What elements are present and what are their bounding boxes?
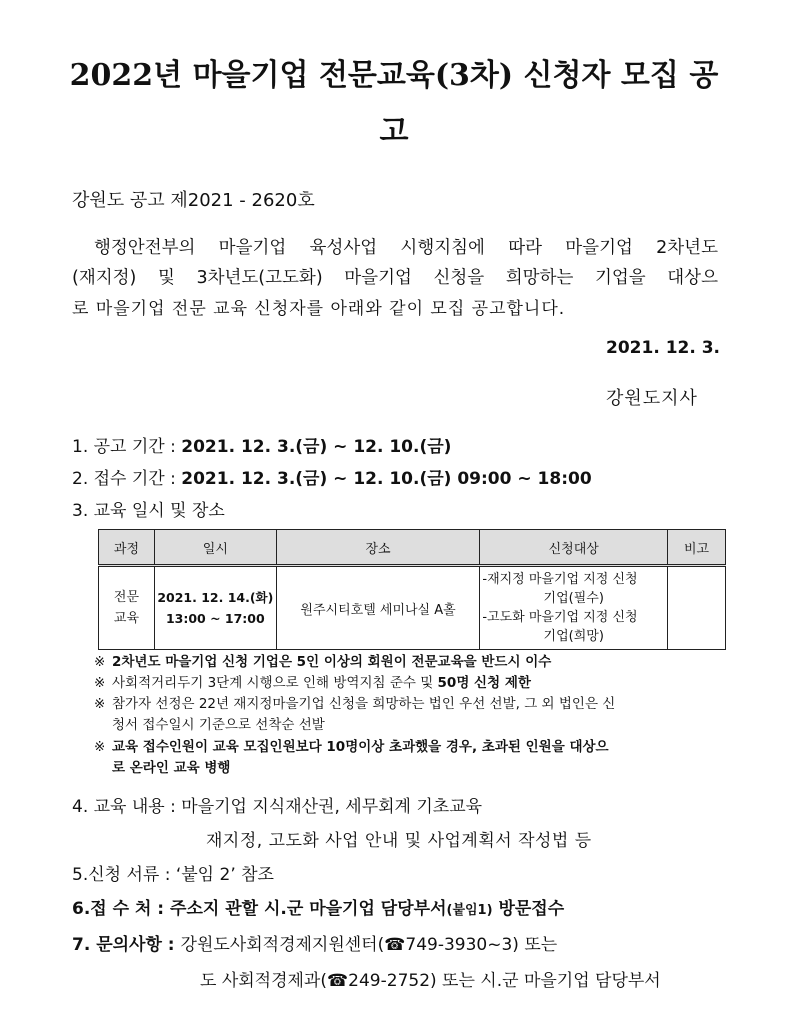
item-application-period-value: 2021. 12. 3.(금) ~ 12. 10.(금) 09:00 ~ 18:00 bbox=[181, 469, 592, 489]
note-3-line1: 참가자 선정은 22년 재지정마을기업 신청을 희망하는 법인 우선 선발, 그 외 법인은 신 bbox=[112, 696, 616, 712]
item-reception-text: 주소지 관할 시.군 마을기업 담당부서 bbox=[170, 899, 447, 919]
page-title-continued: 고 bbox=[379, 114, 409, 149]
cell-target bbox=[480, 566, 668, 650]
item-reception-tail: 방문접수 bbox=[492, 899, 565, 919]
item-application-period bbox=[72, 464, 592, 489]
note-3 bbox=[94, 694, 615, 715]
issuer: 강원도지사 bbox=[606, 388, 698, 409]
item-content-line2: 재지정, 고도화 사업 안내 및 사업계획서 작성법 등 bbox=[206, 831, 592, 851]
cell-datetime-line2: 13:00 ~ 17:00 bbox=[165, 611, 265, 626]
header-course: 과정 bbox=[99, 530, 155, 566]
item-reception bbox=[72, 894, 564, 919]
note-4-line1: 교육 접수인원이 교육 모집인원보다 10명이상 초과했을 경우, 초과된 인원을 대상으 bbox=[112, 739, 609, 755]
note-4-continued: 로 온라인 교육 병행 bbox=[112, 760, 231, 776]
item-inquiry-line1: 강원도사회적경제지원센터(☎749-3930~3) 또는 bbox=[180, 935, 558, 955]
note-mark: ※ bbox=[94, 675, 106, 691]
schedule-table bbox=[98, 529, 726, 650]
cell-target-2a: -고도화 마을기업 지정 신청 bbox=[482, 610, 638, 625]
note-mark: ※ bbox=[94, 654, 106, 670]
body-line-3: 로 마을기업 전문 교육 신청자를 아래와 같이 모집 공고합니다. bbox=[72, 299, 566, 319]
item-reception-label: 6.접 수 처 : bbox=[72, 899, 171, 919]
page-title: 2022년 마을기업 전문교육(3차) 신청자 모집 공 bbox=[69, 58, 719, 93]
item-schedule-heading: 3. 교육 일시 및 장소 bbox=[72, 501, 225, 521]
item-content-label: 4. 교육 내용 : bbox=[72, 797, 182, 817]
item-documents: 5.신청 서류 : ‘붙임 2’ 참조 bbox=[72, 865, 274, 885]
item-inquiry bbox=[72, 930, 557, 955]
note-mark: ※ bbox=[94, 696, 106, 712]
cell-course-line2: 교육 bbox=[113, 611, 140, 626]
cell-remark bbox=[668, 566, 726, 650]
item-content-line1: 마을기업 지식재산권, 세무회계 기초교육 bbox=[181, 797, 483, 817]
body-line-1: 행정안전부의 마을기업 육성사업 시행지침에 따라 마을기업 2차년도 bbox=[94, 238, 718, 258]
cell-datetime bbox=[154, 566, 276, 650]
table-row bbox=[99, 566, 726, 650]
cell-target-1a: -재지정 마을기업 지정 신청 bbox=[482, 572, 638, 587]
item-notice-period-value: 2021. 12. 3.(금) ~ 12. 10.(금) bbox=[181, 437, 452, 457]
header-datetime: 일시 bbox=[154, 530, 276, 566]
cell-course bbox=[99, 566, 155, 650]
note-2-bold: 50명 신청 제한 bbox=[437, 675, 531, 691]
table-header-row bbox=[99, 530, 726, 566]
header-place: 장소 bbox=[276, 530, 480, 566]
item-reception-attachment: (붙임1) bbox=[446, 903, 493, 918]
note-mark: ※ bbox=[94, 739, 106, 755]
notice-date: 2021. 12. 3. bbox=[606, 338, 721, 358]
body-line-2: (재지정) 및 3차년도(고도화) 마을기업 신청을 희망하는 기업을 대상으 bbox=[72, 268, 718, 288]
note-2-text: 사회적거리두기 3단계 시행으로 인해 방역지침 준수 및 bbox=[112, 675, 438, 691]
note-2 bbox=[94, 673, 531, 694]
item-notice-period-label: 1. 공고 기간 : bbox=[72, 437, 182, 457]
item-application-period-label: 2. 접수 기간 : bbox=[72, 469, 182, 489]
item-notice-period bbox=[72, 432, 451, 457]
item-content bbox=[72, 792, 482, 817]
cell-place: 원주시티호텔 세미나실 A홀 bbox=[276, 566, 480, 650]
cell-course-line1: 전문 bbox=[113, 590, 140, 605]
header-target: 신청대상 bbox=[480, 530, 668, 566]
note-4 bbox=[94, 737, 609, 758]
cell-target-1b: 기업(필수) bbox=[543, 591, 604, 606]
notice-number: 강원도 공고 제2021 - 2620호 bbox=[72, 190, 315, 211]
cell-target-2b: 기업(희망) bbox=[543, 629, 604, 644]
note-1-text: 2차년도 마을기업 신청 기업은 5인 이상의 회원이 전문교육을 반드시 이수 bbox=[112, 654, 552, 670]
item-inquiry-label: 7. 문의사항 : bbox=[72, 935, 181, 955]
header-remark: 비고 bbox=[668, 530, 726, 566]
note-3-continued: 청서 접수일시 기준으로 선착순 선발 bbox=[112, 717, 325, 733]
cell-datetime-line1: 2021. 12. 14.(화) bbox=[157, 590, 274, 605]
note-1 bbox=[94, 652, 551, 673]
item-inquiry-line2: 도 사회적경제과(☎249-2752) 또는 시.군 마을기업 담당부서 bbox=[200, 971, 661, 991]
